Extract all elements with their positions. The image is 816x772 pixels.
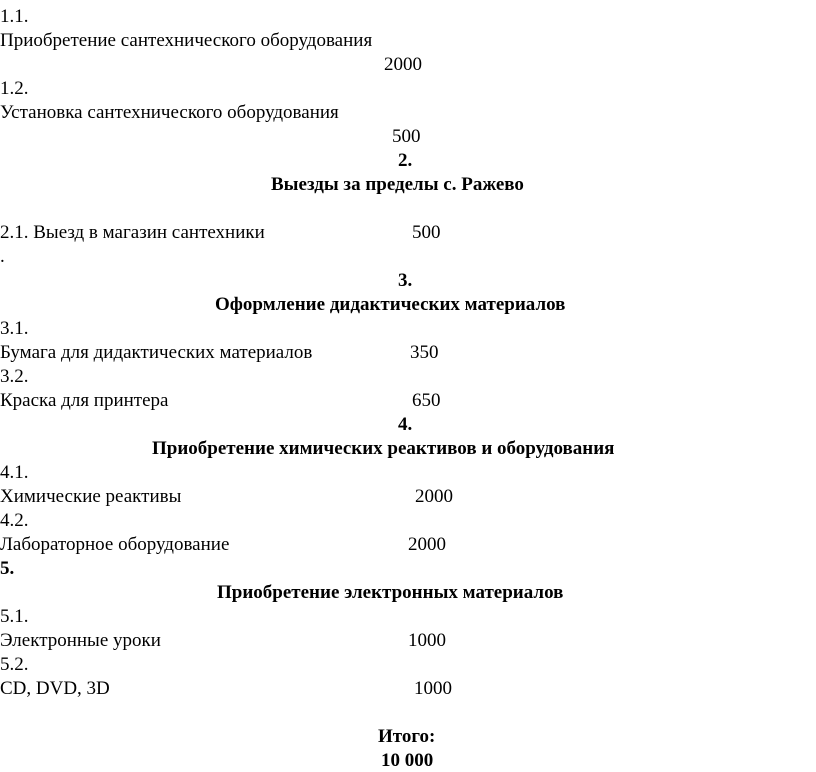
item-1-1-amount: 2000 bbox=[384, 54, 422, 75]
item-1-1-name: Приобретение сантехнического оборудования bbox=[0, 30, 373, 51]
section-3-title: Оформление дидактических материалов bbox=[215, 294, 566, 315]
item-1-1-number: 1.1. bbox=[0, 6, 29, 27]
item-4-2-number: 4.2. bbox=[0, 510, 29, 531]
item-1-2-amount: 500 bbox=[392, 126, 421, 147]
total-value: 10 000 bbox=[381, 750, 434, 771]
section-4-title: Приобретение химических реактивов и оборудования bbox=[152, 438, 615, 459]
item-5-1-amount: 1000 bbox=[408, 630, 446, 651]
item-5-1-name: Электронные уроки bbox=[0, 630, 161, 651]
item-5-2-number: 5.2. bbox=[0, 654, 29, 675]
item-1-2-name: Установка сантехнического оборудования bbox=[0, 102, 339, 123]
item-5-2-amount: 1000 bbox=[414, 678, 452, 699]
section-5-title: Приобретение электронных материалов bbox=[217, 582, 564, 603]
item-3-2-name: Краска для принтера bbox=[0, 390, 169, 411]
item-2-1-amount: 500 bbox=[412, 222, 441, 243]
item-4-2-name: Лабораторное оборудование bbox=[0, 534, 230, 555]
item-3-1-name: Бумага для дидактических материалов bbox=[0, 342, 313, 363]
item-1-2-number: 1.2. bbox=[0, 78, 29, 99]
item-4-1-name: Химические реактивы bbox=[0, 486, 182, 507]
item-5-2-name: CD, DVD, 3D bbox=[0, 678, 110, 699]
item-3-2-number: 3.2. bbox=[0, 366, 29, 387]
item-4-1-number: 4.1. bbox=[0, 462, 29, 483]
item-3-1-number: 3.1. bbox=[0, 318, 29, 339]
item-4-1-amount: 2000 bbox=[415, 486, 453, 507]
item-4-2-amount: 2000 bbox=[408, 534, 446, 555]
section-2-title: Выезды за пределы с. Ражево bbox=[271, 174, 524, 195]
item-5-1-number: 5.1. bbox=[0, 606, 29, 627]
total-label: Итого: bbox=[378, 726, 436, 747]
section-5-number: 5. bbox=[0, 558, 15, 579]
section-3-number: 3. bbox=[398, 270, 413, 291]
section-4-number: 4. bbox=[398, 414, 413, 435]
section-2-number: 2. bbox=[398, 150, 413, 171]
item-3-1-amount: 350 bbox=[410, 342, 439, 363]
item-2-1-dot: . bbox=[0, 246, 5, 267]
item-3-2-amount: 650 bbox=[412, 390, 441, 411]
item-2-1-text: 2.1. Выезд в магазин сантехники bbox=[0, 222, 265, 243]
